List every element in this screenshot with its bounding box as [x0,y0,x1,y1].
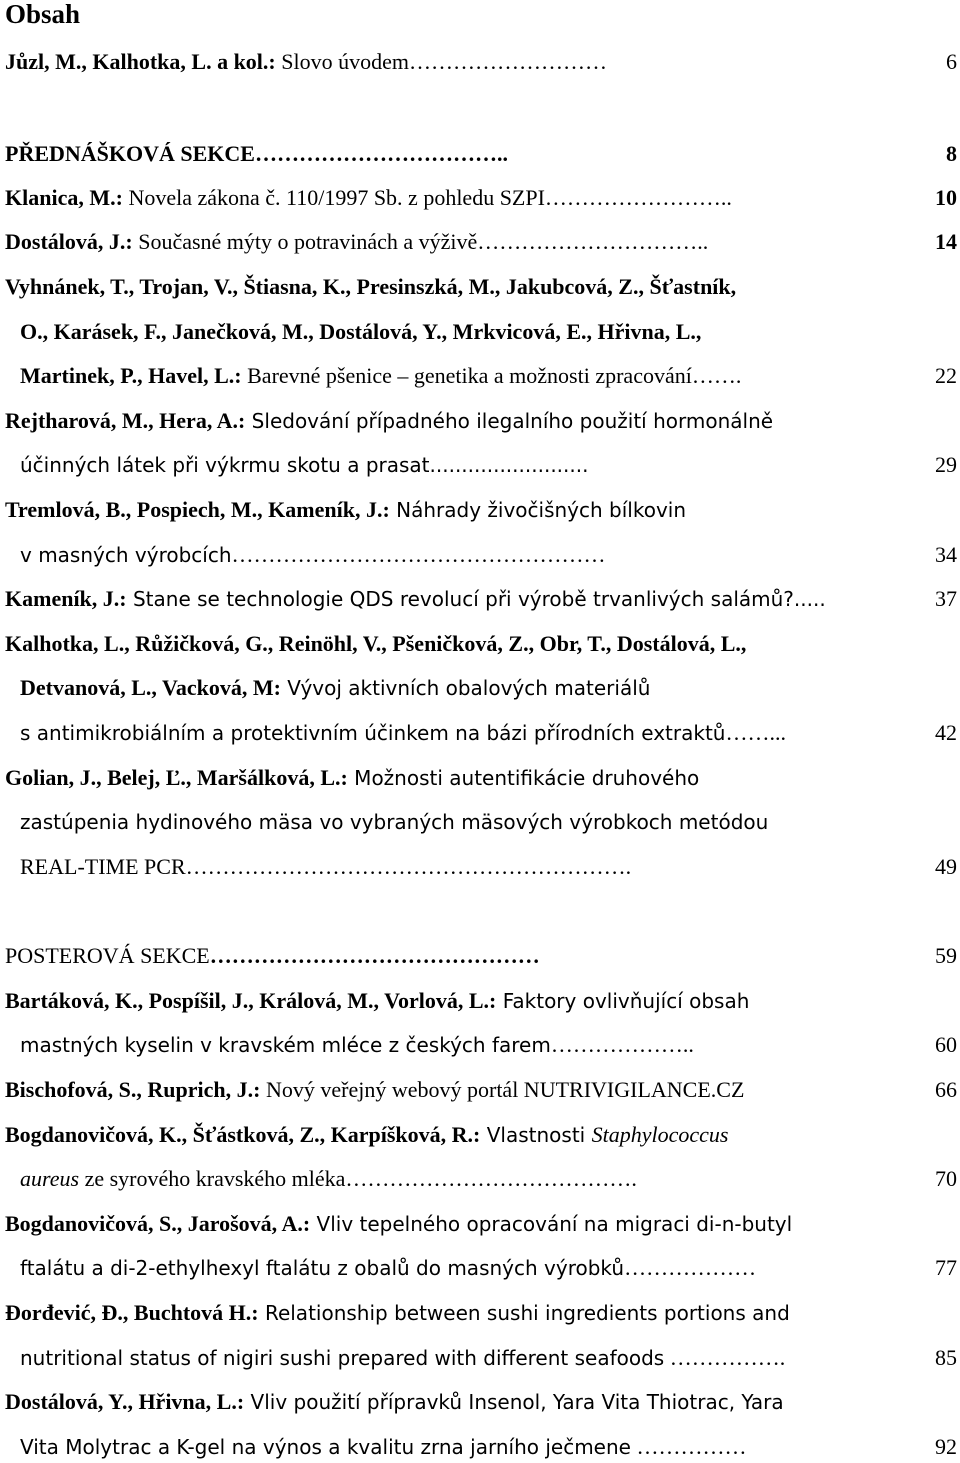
toc-line [0,1208,960,1240]
toc-title-text: ftalátu a di-2-ethylhexyl ftalátu z obalů do masných výrobků [20,1256,625,1280]
toc-title-text: s antimikrobiálním a protektivním účinkem na bázi přírodních extraktů [20,721,726,745]
toc-title-text: Novela zákona č. 110/1997 Sb. z pohledu SZPI…………………….. [122,185,732,210]
toc-line [0,138,960,170]
toc-author: Bogdanovičová, S., Jarošová, A.: [5,1211,311,1236]
toc-line [0,226,960,258]
toc-line [0,360,960,392]
toc-page-number: 42 [935,720,957,745]
toc-line-text [20,316,701,348]
toc-line [0,940,960,972]
toc-page-number: 60 [935,1032,957,1057]
toc-line-text [5,226,708,258]
toc-page-number: 6 [946,49,957,74]
toc-title-text: aureus [20,1166,80,1191]
toc-line-text [20,360,741,392]
toc-line [0,1074,960,1106]
toc-author: O., Karásek, F., Janečková, M., Dostálová, Y., Mrkvicová, E., Hřivna, L., [20,319,702,344]
toc-line [0,628,960,660]
toc-title-text: ……... [725,720,786,745]
toc-line-text [5,271,736,303]
toc-line-text [5,1386,784,1418]
toc-title-text: Staphylococcus [591,1122,729,1147]
toc-line [0,494,960,526]
toc-title-text: nutritional status of nigiri sushi prepared with different seafoods [20,1346,665,1370]
toc-page-number: 77 [935,1255,957,1280]
toc-page-number: 70 [935,1166,957,1191]
toc-line-text [20,806,768,838]
toc-title-text: Slovo úvodem……………………… [275,49,607,74]
toc-title-text: Náhrady živočišných bílkovin [389,498,687,522]
toc-line-text [5,1297,790,1329]
toc-title-text: Vliv tepelného opracování na migraci di-n-butyl [310,1212,793,1236]
toc-title-text: mastných kyselin v kravském mléce z českých farem [20,1033,551,1057]
toc-title-text: účinných látek při výkrmu skotu a prasat......................... [20,453,589,477]
toc-line [0,1163,960,1195]
toc-line [0,762,960,794]
toc-author: Kalhotka, L., Růžičková, G., Reinöhl, V., Pšeničková, Z., Obr, T., Dostálová, L., [5,631,747,656]
toc-page-number: 29 [935,452,957,477]
toc-page-number: 85 [935,1345,957,1370]
toc-author: Martinek, P., Havel, L.: [20,363,242,388]
toc-line [0,1029,960,1061]
toc-author: Vyhnánek, T., Trojan, V., Štiasna, K., Presinszká, M., Jakubcová, Z., Šťastník, [5,274,737,299]
toc-title-text: …………… [630,1434,747,1459]
toc-author: Bartáková, K., Pospíšil, J., Králová, M., Vorlová, L.: [5,988,497,1013]
toc-line-text [5,1208,792,1240]
toc-line [0,539,960,571]
toc-title-text: Vlastnosti [480,1123,592,1147]
toc-line [0,182,960,214]
toc-author: Đorđević, Đ., Buchtová H.: [5,1300,259,1325]
toc-page-number: 92 [935,1434,957,1459]
toc-line [0,449,960,481]
toc-author: Tremlová, B., Pospiech, M., Kameník, J.: [5,497,390,522]
toc-heading: Obsah [5,0,81,29]
toc-line-text [5,405,773,437]
toc-line-text [20,1252,756,1284]
toc-line-text [5,628,746,660]
toc-line-text [5,1119,728,1151]
toc-line-text [5,182,732,214]
toc-author: Detvanová, L., Vacková, M: [20,675,281,700]
toc-line-text [20,851,631,883]
toc-title-text: ……………… [624,1255,757,1280]
toc-title-text: ze syrového kravského mléka…………………………………. [79,1166,637,1191]
toc-line [0,583,960,615]
toc-page-number: 66 [935,1077,957,1102]
toc-author: Bogdanovičová, K., Šťástková, Z., Karpíšková, R.: [5,1122,481,1147]
toc-author: Dostálová, J.: [5,229,133,254]
toc-line [0,405,960,437]
toc-author: Jůzl, M., Kalhotka, L. a kol.: [5,49,276,74]
toc-line-text [20,539,606,571]
toc-line-text [5,985,749,1017]
toc-title-text: Možnosti autentifikácie druhového [347,766,700,790]
toc-line [0,1252,960,1284]
toc-title-text: v masných výrobcích [20,543,232,567]
toc-line [0,851,960,883]
toc-line-text [5,46,607,78]
toc-line [0,1119,960,1151]
toc-line-text [20,1163,637,1195]
toc-author: ……………………………………… [209,943,540,968]
toc-author: Bischofová, S., Ruprich, J.: [5,1077,261,1102]
toc-title-text: Stane se technologie QDS revolucí při výrobě trvanlivých salámů?..... [126,587,826,611]
toc-title-text: Vývoj aktivních obalových materiálů [280,676,651,700]
toc-page-number: 49 [935,854,957,879]
toc-line [0,1386,960,1418]
toc-line-text [20,1431,746,1463]
toc-line [0,1431,960,1463]
toc-title-text: Sledování případného ilegalního použití hormonálně [245,409,774,433]
toc-title-text: POSTEROVÁ SEKCE [5,943,210,968]
toc-page-number: 37 [935,586,957,611]
toc-author: Dostálová, Y., Hřivna, L.: [5,1389,245,1414]
toc-line-text [5,1074,744,1106]
toc-page-number: 34 [935,542,957,567]
toc-title-text: Současné mýty o potravinách a výživě………………………….. [132,229,709,254]
toc-title-text: Nový veřejný webový portál NUTRIVIGILANCE.CZ [260,1077,745,1102]
toc-line [0,316,960,348]
toc-line [0,1297,960,1329]
toc-page-number: 22 [935,363,957,388]
toc-line-text [20,672,650,704]
toc-title-text: ……………….. [550,1032,694,1057]
toc-line [0,672,960,704]
toc-line-text [20,1342,785,1374]
toc-author: Klanica, M.: [5,185,123,210]
toc-author: PŘEDNÁŠKOVÁ SEKCE…………………………….. [5,141,508,166]
toc-title-text: Vliv použití přípravků Insenol, Yara Vita Thiotrac, Yara [244,1390,784,1414]
toc-page-number: 59 [935,943,957,968]
toc-title-text: REAL-TIME PCR……………………………………………………. [20,854,632,879]
toc-line-text [20,717,786,749]
toc-line-text [20,1029,694,1061]
toc-line [0,717,960,749]
toc-line-text [20,449,588,481]
toc-title-text: …………………………………………… [231,542,606,567]
toc-line [0,46,960,78]
toc-title-text: zastúpenia hydinového mäsa vo vybraných mäsových výrobkoch metódou [20,810,769,834]
toc-author: Golian, J., Belej, Ľ., Maršálková, L.: [5,765,348,790]
toc-title-text: Barevné pšenice – genetika a možnosti zpracování……. [241,363,742,388]
toc-line [0,985,960,1017]
toc-author: Kameník, J.: [5,586,127,611]
toc-page-number: 14 [935,229,957,254]
toc-title-text: Relationship between sushi ingredients portions and [258,1301,790,1325]
toc-line [0,1342,960,1374]
toc-line-text [5,762,699,794]
toc-line-text [5,583,826,615]
toc-line [0,271,960,303]
toc-line-text [5,138,508,170]
toc-page-number: 8 [946,141,957,166]
toc-title-text: Vita Molytrac a K-gel na výnos a kvalitu zrna jarního ječmene [20,1435,631,1459]
toc-title-text: Faktory ovlivňující obsah [496,989,750,1013]
toc-line-text [5,940,540,972]
toc-author: Rejtharová, M., Hera, A.: [5,408,246,433]
toc-page-number: 10 [935,185,957,210]
toc-line-text [5,494,686,526]
toc-title-text: ……………. [664,1345,786,1370]
toc-line [0,806,960,838]
